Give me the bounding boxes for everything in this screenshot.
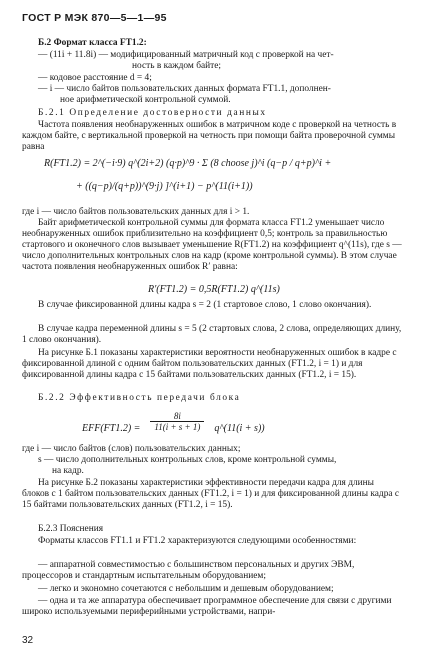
paragraph-7: Форматы классов FT1.1 и FT1.2 характеризуются следующими особенностями: (38, 536, 357, 546)
where-line-1: где i — число байтов (слов) пользовательских данных; (22, 444, 241, 454)
formula-eff-right: q^(11(i + s)) (214, 423, 265, 435)
formula-r-ft12-line2: + ((q−p)/(q+p))^(9·j) ]^(i+1) − p^(11(i+1)) (76, 181, 253, 192)
section-b21-title: Б.2.1 Определение достоверности данных (38, 108, 267, 118)
paragraph-2: Байт арифметической контрольной суммы для формата класса FT1.2 уменьшает число необнаруженных ошибок приблизительно на коэффициент 0,5; контроль за правильностью стартового и оконечного слов вызывает уменьшение R(FT1.2) на коэффициент q^(11s), где s — число дополнительных контрольных слов на кадр (кроме контрольной суммы). В этом случае частота появления необнаруженных ошибок R′ равна: (22, 218, 402, 272)
formula-eff-numerator: 8i (150, 411, 204, 422)
formula-eff-left: EFF(FT1.2) = (82, 423, 141, 435)
list-line-4: — i — число байтов пользовательских данных формата FT1.1, дополнен- (38, 84, 331, 94)
bullet-2: — легко и экономно сочетаются с небольшим и дешевым оборудованием; (38, 584, 334, 594)
list-line-2: ность в каждом байте; (132, 61, 222, 71)
formula-explanation: где i — число байтов пользовательских данных для i > 1. (22, 207, 250, 217)
paragraph-1: Частота появления необнаруженных ошибок в матричном коде с проверкой на четность в каждом байте, с вертикальной проверкой на четность при помощи байта проверочной суммы равна (22, 120, 397, 152)
formula-r-ft12-line1: R(FT1.2) = 2^(−i·9) q^(2i+2) (q·p)^9 · Σ (8 choose j)^i (q−p / q+p)^i + (44, 158, 332, 169)
list-line-5: ное арифметической контрольной суммой. (60, 95, 231, 105)
list-line-3: — кодовое расстояние d = 4; (38, 73, 152, 83)
paragraph-3: В случае фиксированной длины кадра s = 2 (1 стартовое слово, 1 слово окончания). (38, 300, 372, 310)
standard-header: ГОСТ Р МЭК 870—5—1—95 (22, 12, 167, 24)
paragraph-4: В случае кадра переменной длины s = 5 (2 стартовых слова, 2 слова, определяющих длину, 1 слово окончания). (22, 324, 402, 345)
bullet-3: — одна и та же аппаратура обеспечивает программное обеспечение для связи с другими широко используемыми периферийными устройствами, напри- (22, 596, 392, 617)
where-line-3: на кадр. (52, 466, 84, 476)
section-b22-title: Б.2.2 Эффективность передачи блока (38, 393, 241, 403)
section-b23-title: Б.2.3 Пояснения (38, 524, 104, 534)
list-line-1: — (11i + 11.8i) — модифицированный матричный код с проверкой на чет- (38, 50, 334, 60)
formula-eff (82, 411, 265, 435)
where-line-2: s — число дополнительных контрольных слов, кроме контрольной суммы, (38, 455, 337, 465)
section-b2-title: Б.2 Формат класса FT1.2: (38, 38, 147, 48)
formula-r-prime: R′(FT1.2) = 0,5R(FT1.2) q^(11s) (148, 284, 280, 295)
paragraph-5: На рисунке Б.1 показаны характеристики вероятности необнаруженных ошибок в кадре с фиксированной длиной с одним байтом пользовательских данных (FT1.2, i = 1) и для фиксированной длины кадра с 15 байтами пользовательских данных (FT1.2, i = 15). (22, 348, 397, 380)
bullet-1: — аппаратной совместимостью с большинством персональных и других ЭВМ, процессоров и стандартным испытательным оборудованием; (22, 560, 355, 581)
paragraph-6: На рисунке Б.2 показаны характеристики эффективности передачи кадра для длины блоков с 1 байтом пользовательских данных (FT1.2, i = 1) и для фиксированной длины кадра с 15 байтами пользовательских данных (FT1.2, i = 15). (22, 478, 400, 510)
page-number: 32 (22, 635, 34, 646)
formula-eff-fraction (150, 411, 204, 432)
formula-eff-denominator: 11(i + s + 1) (154, 422, 201, 432)
